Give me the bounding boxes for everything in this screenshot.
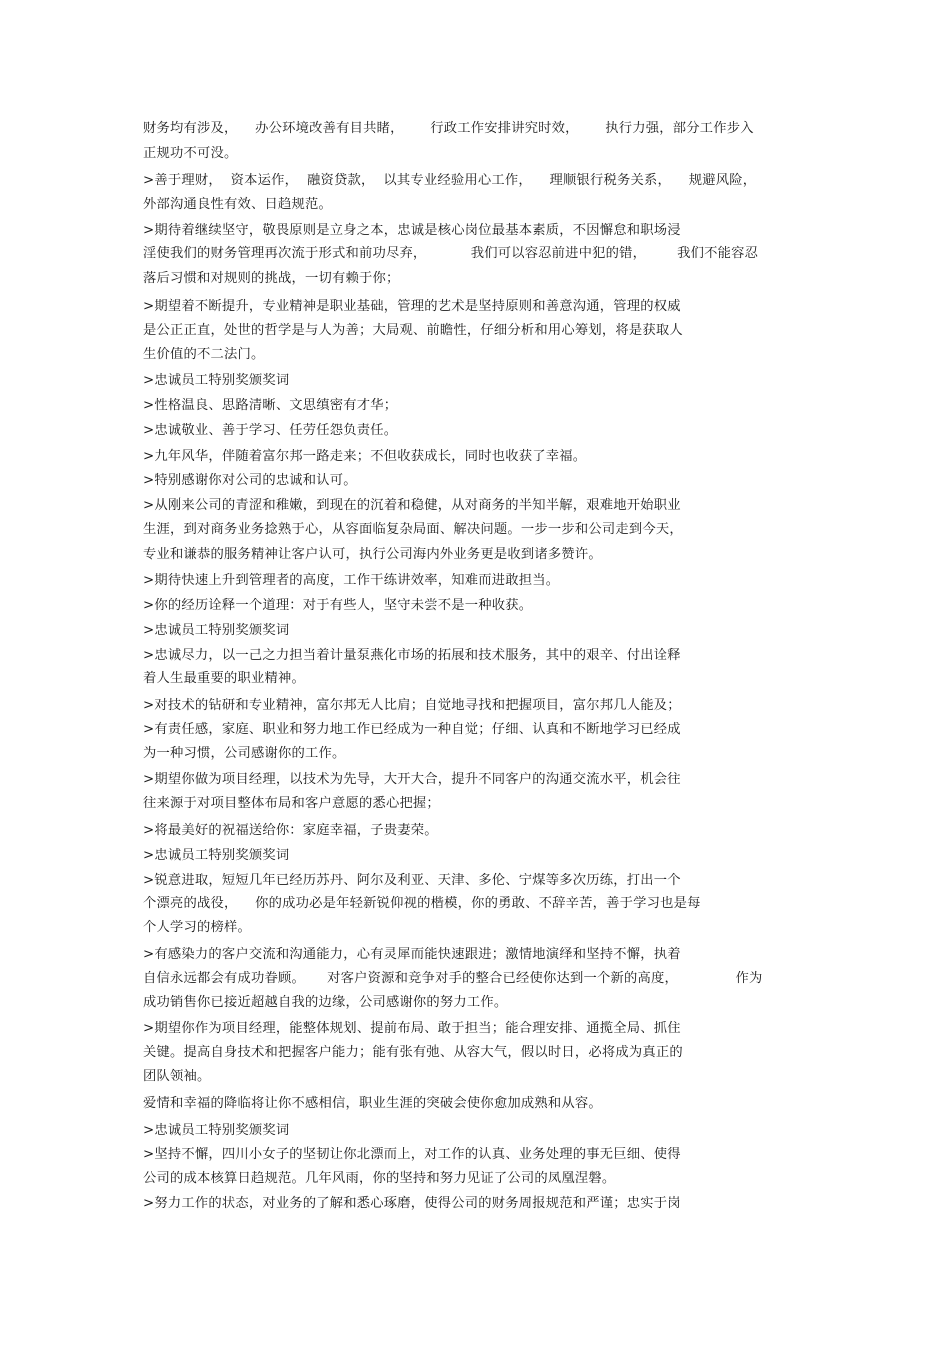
text-line: 外部沟通良性有效、日趋规范。 [143, 197, 332, 212]
text-line: >忠诚员工特别奖颁奖词 [143, 623, 290, 638]
text-line: >特别感谢你对公司的忠诚和认可。 [143, 473, 357, 488]
text-line: >性格温良、思路清晰、文思缜密有才华； [143, 398, 398, 413]
text-line: >期望你做为项目经理，以技术为先导，大开大合，提升不同客户的沟通交流水平，机会往 [143, 772, 681, 787]
text-line: >有感染力的客户交流和沟通能力，心有灵犀而能快速跟进；激情地演绎和坚持不懈，执着 [143, 947, 681, 962]
text-line: 关键。提高自身技术和把握客户能力；能有张有弛、从容大气，假以时日，必将成为真正的 [143, 1045, 683, 1060]
text-line: 淫使我们的财务管理再次流于形式和前功尽弃， 我们可以容忍前进中犯的错， 我们不能容忍 [143, 246, 759, 261]
text-line: 成功销售你已接近超越自我的边缘，公司感谢你的努力工作。 [143, 995, 508, 1010]
text-line: 生价值的不二法门。 [143, 347, 265, 362]
text-line: >忠诚员工特别奖颁奖词 [143, 1123, 290, 1138]
text-line: >从刚来公司的青涩和稚嫩，到现在的沉着和稳健，从对商务的半知半解，艰难地开始职业 [143, 498, 681, 513]
text-line: >善于理财， 资本运作， 融资贷款， 以其专业经验用心工作， 理顺银行税务关系， 规避风险， [143, 173, 757, 188]
text-line: 团队领袖。 [143, 1069, 211, 1084]
text-line: 正规功不可没。 [143, 146, 238, 161]
text-line: >期待快速上升到管理者的高度，工作干练讲效率，知难而进敢担当。 [143, 573, 560, 588]
text-line: 公司的成本核算日趋规范。几年风雨，你的坚持和努力见证了公司的凤凰涅磐。 [143, 1171, 616, 1186]
text-line: >锐意进取，短短几年已经历苏丹、阿尔及利亚、天津、多伦、宁煤等多次历练，打出一个 [143, 873, 681, 888]
text-line: 个漂亮的战役， 你的成功必是年轻新锐仰视的楷模，你的勇敢、不辞辛苦，善于学习也是每 [143, 896, 701, 911]
text-line: 专业和谦恭的服务精神让客户认可，执行公司海内外业务更是收到诸多赞许。 [143, 547, 602, 562]
text-line: >忠诚员工特别奖颁奖词 [143, 848, 290, 863]
text-line: >期望你作为项目经理，能整体规划、提前布局、敢于担当；能合理安排、通揽全局、抓住 [143, 1021, 681, 1036]
text-line: >忠诚尽力，以一己之力担当着计量泵燕化市场的拓展和技术服务，其中的艰辛、付出诠释 [143, 648, 681, 663]
text-line: 往来源于对项目整体布局和客户意愿的悉心把握； [143, 796, 440, 811]
text-line: >忠诚敬业、善于学习、任劳任怨负责任。 [143, 423, 398, 438]
text-line: 个人学习的榜样。 [143, 920, 251, 935]
text-line: 生涯，到对商务业务捻熟于心，从容面临复杂局面、解决问题。一步一步和公司走到今天， [143, 522, 683, 537]
text-line: >期待着继续坚守，敬畏原则是立身之本，忠诚是核心岗位最基本素质，不因懈怠和职场浸 [143, 223, 681, 238]
text-line: 落后习惯和对规则的挑战，一切有赖于你； [143, 271, 400, 286]
text-line: >有责任感，家庭、职业和努力地工作已经成为一种自觉；仔细、认真和不断地学习已经成 [143, 722, 681, 737]
text-line: 为一种习惯，公司感谢你的工作。 [143, 746, 346, 761]
text-line: 着人生最重要的职业精神。 [143, 671, 305, 686]
text-line: 财务均有涉及， 办公环境改善有目共睹， 行政工作安排讲究时效， 执行力强，部分工作步入 [143, 121, 754, 136]
text-line: >将最美好的祝福送给你：家庭幸福，子贵妻荣。 [143, 823, 438, 838]
text-line: >忠诚员工特别奖颁奖词 [143, 373, 290, 388]
text-line: >你的经历诠释一个道理：对于有些人，坚守未尝不是一种收获。 [143, 598, 533, 613]
text-line: 自信永远都会有成功眷顾。 对客户资源和竞争对手的整合已经使你达到一个新的高度， 作为 [143, 971, 763, 986]
text-line: 是公正正直，处世的哲学是与人为善；大局观、前瞻性，仔细分析和用心筹划，将是获取人 [143, 323, 683, 338]
text-line: >对技术的钻研和专业精神，富尔邦无人比肩；自觉地寻找和把握项目，富尔邦几人能及； [143, 698, 681, 713]
text-line: >坚持不懈，四川小女子的坚韧让你北漂而上，对工作的认真、业务处理的事无巨细、使得 [143, 1147, 681, 1162]
text-line: >期望着不断提升，专业精神是职业基础，管理的艺术是坚持原则和善意沟通，管理的权威 [143, 299, 681, 314]
text-line: 爱情和幸福的降临将让你不感相信，职业生涯的突破会使你愈加成熟和从容。 [143, 1096, 602, 1111]
text-line: >努力工作的状态，对业务的了解和悉心琢磨，使得公司的财务周报规范和严谨；忠实于岗 [143, 1196, 681, 1211]
text-line: >九年风华，伴随着富尔邦一路走来；不但收获成长，同时也收获了幸福。 [143, 449, 587, 464]
